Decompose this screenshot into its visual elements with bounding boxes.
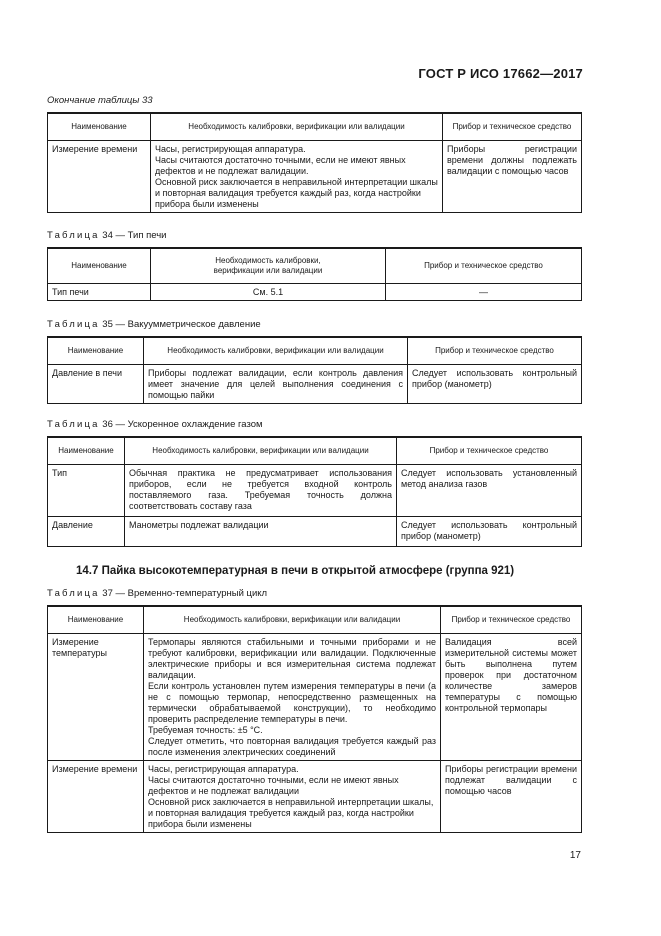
col-header-instrument: Прибор и техническое средство	[408, 337, 582, 365]
col-header-need: Необходимость калибровки, верификации или валидации	[151, 113, 443, 141]
cell-need: Часы, регистрирующая аппаратура. Часы считаются достаточно точными, если не имеют явных дефектов и не подлежат валидации. Основной риск заключается в неправильной интерпретации шкалы и повторная валидация требуется каждый раз, когда настройки прибора были изменены	[151, 141, 443, 213]
table-row	[48, 365, 582, 404]
table-row	[48, 634, 582, 761]
table-35	[47, 336, 582, 404]
cell-name: Измерение времени	[48, 761, 144, 833]
cell-need: Обычная практика не предусматривает использования приборов, если не требуется входной контроль поставляемого газа. Требуемая точность должна соответствовать составу газа	[125, 465, 397, 517]
col-header-instrument: Прибор и техническое средство	[397, 437, 582, 465]
table-35-caption	[47, 319, 261, 330]
col-header-instrument: Прибор и техническое средство	[441, 606, 582, 634]
table-title: 35 — Вакуумметрическое давление	[102, 319, 261, 330]
cell-name: Измерение времени	[48, 141, 151, 213]
table-label: Таблица	[47, 419, 100, 430]
cell-name: Давление в печи	[48, 365, 144, 404]
table-title: 36 — Ускоренное охлаждение газом	[102, 419, 263, 430]
cell-instrument: Следует использовать установленный метод анализа газов	[397, 465, 582, 517]
cell-need: См. 5.1	[151, 284, 386, 301]
cell-instrument: Приборы регистрации времени должны подлежать валидации с помощью часов	[443, 141, 582, 213]
table-row	[48, 284, 582, 301]
cell-name: Тип	[48, 465, 125, 517]
col-header-name: Наименование	[48, 248, 151, 284]
table-row	[48, 761, 582, 833]
table-row	[48, 141, 582, 213]
cell-instrument: Следует использовать контрольный прибор (манометр)	[397, 517, 582, 547]
cell-name: Тип печи	[48, 284, 151, 301]
table-row	[48, 465, 582, 517]
cell-need: Приборы подлежат валидации, если контроль давления имеет значение для целей выполнения соединения с помощью пайки	[144, 365, 408, 404]
table-row	[48, 517, 582, 547]
cell-need: Часы, регистрирующая аппаратура. Часы считаются достаточно точными, если не имеют явных дефектов и не подлежат валидации Основной риск заключается в неправильной интерпретации шкалы, и повторная валидация требуется каждый раз, когда настройки прибора были изменены	[144, 761, 441, 833]
col-header-need: Необходимость калибровки, верификации или валидации	[144, 337, 408, 365]
table-36-caption	[47, 419, 263, 430]
col-header-need: Необходимость калибровки, верификации или валидации	[125, 437, 397, 465]
table-37-caption	[47, 588, 267, 599]
col-header-instrument: Прибор и техническое средство	[443, 113, 582, 141]
table-33	[47, 112, 582, 213]
cell-need: Термопары являются стабильными и точными приборами и не требуют калибровки, верификации или валидации. Подключенные электрические приборы и вся измерительная система подлежат валидации. Если контроль установлен путем измерения температуры в печи (а не с помощью термопар, непосредственно размещенных на термически обрабатываемой конструкции), то необходимо проверить распределение температуры в печи. Требуемая точность: ±5 °С. Следует отметить, что повторная валидация требуется каждый раз после изменения электрических соединений	[144, 634, 441, 761]
col-header-name: Наименование	[48, 606, 144, 634]
table-title: 34 — Тип печи	[102, 230, 167, 241]
col-header-need: Необходимость калибровки, верификации или валидации	[144, 606, 441, 634]
table-36	[47, 436, 582, 547]
cell-instrument: Приборы регистрации времени подлежат валидации с помощью часов	[441, 761, 582, 833]
document-code: ГОСТ Р ИСО 17662—2017	[418, 66, 583, 81]
cell-name: Давление	[48, 517, 125, 547]
page-number: 17	[569, 850, 581, 861]
cell-name: Измерение температуры	[48, 634, 144, 761]
cell-instrument: Валидация всей измерительной системы может быть выполнена путем проверок при достаточном количестве замеров температуры с помощью контрольной термопары	[441, 634, 582, 761]
table-34	[47, 247, 582, 301]
col-header-name: Наименование	[48, 437, 125, 465]
col-header-instrument: Прибор и техническое средство	[386, 248, 582, 284]
table-33-caption: Окончание таблицы 33	[47, 95, 153, 106]
col-header-name: Наименование	[48, 113, 151, 141]
col-header-need: Необходимость калибровки, верификации или валидации	[151, 248, 386, 284]
cell-instrument: Следует использовать контрольный прибор (манометр)	[408, 365, 582, 404]
col-header-name: Наименование	[48, 337, 144, 365]
table-label: Таблица	[47, 230, 100, 241]
table-title: 37 — Временно-температурный цикл	[102, 588, 268, 599]
table-34-caption	[47, 230, 167, 241]
table-label: Таблица	[47, 319, 100, 330]
cell-instrument: —	[386, 284, 582, 301]
table-label: Таблица	[47, 588, 100, 599]
table-37	[47, 605, 582, 833]
section-heading: 14.7 Пайка высокотемпературная в печи в открытой атмосфере (группа 921)	[76, 565, 515, 577]
cell-need: Манометры подлежат валидации	[125, 517, 397, 547]
